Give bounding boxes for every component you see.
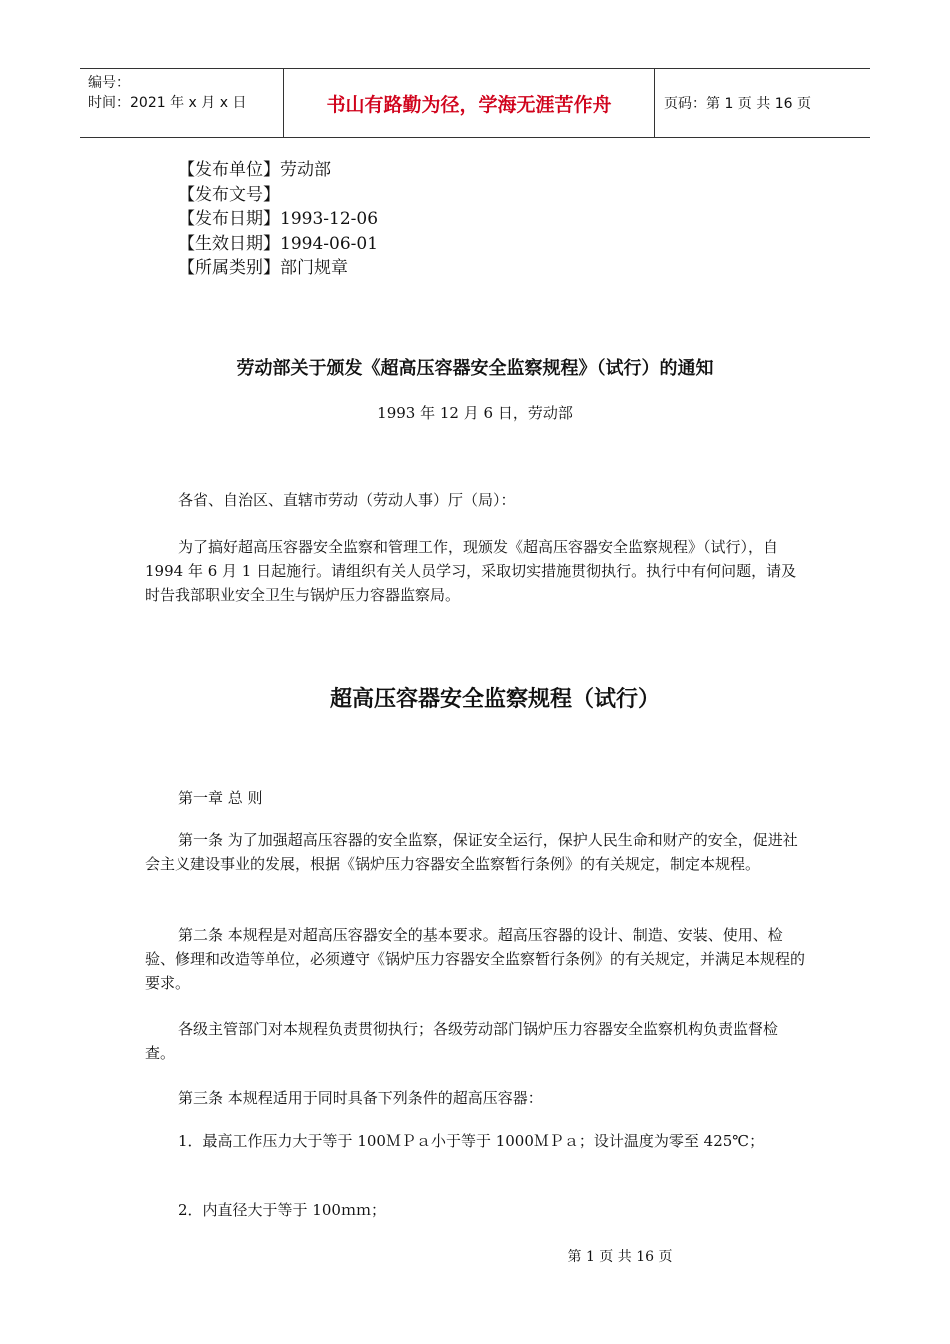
meta-doc-number: 【发布文号】 — [178, 184, 280, 205]
notice-title: 劳动部关于颁发《超高压容器安全监察规程》（试行）的通知 — [236, 358, 714, 379]
header-page-info: 页码：第 1 页 共 16 页 — [664, 96, 811, 112]
number-label: 编号： — [88, 75, 130, 91]
notice-date: 1993 年 12 月 6 日，劳动部 — [377, 404, 573, 422]
rules-title: 超高压容器安全监察规程（试行） — [329, 687, 660, 712]
article-2-supervision: 各级主管部门对本规程负责贯彻执行；各级劳动部门锅炉压力容器安全监察机构负责监督检查。 — [145, 1020, 779, 1062]
article-3: 第三条 本规程适用于同时具备下列条件的超高压容器： — [178, 1089, 543, 1107]
meta-category: 【所属类别】部门规章 — [178, 258, 348, 278]
header-left-cell — [80, 69, 283, 137]
meta-issuer: 【发布单位】劳动部 — [178, 160, 331, 180]
article-1: 第一条 为了加强超高压容器的安全监察，保证安全运行，保护人民生命和财产的安全，促进社会主义建设事业的发展，根据《锅炉压力容器安全监察暂行条例》的有关规定，制定本规程。 — [145, 831, 798, 873]
article-3-item-2: 2．内直径大于等于 100ｍｍ； — [178, 1201, 386, 1219]
time-label: 时间：2021 年 x 月 x 日 — [88, 95, 247, 111]
article-3-item-1: 1．最高工作压力大于等于 100ＭＰａ小于等于 1000ＭＰａ；设计温度为零至 425℃； — [178, 1132, 765, 1150]
page-header — [80, 68, 870, 138]
meta-issue-date: 【发布日期】1993-12-06 — [178, 209, 379, 229]
document-meta — [178, 158, 378, 281]
header-motto: 书山有路勤为径，学海无涯苦作舟 — [283, 69, 655, 137]
notice-body: 为了搞好超高压容器安全监察和管理工作，现颁发《超高压容器安全监察规程》（试行），自 1994 年 6 月 1 日起施行。请组织有关人员学习，采取切实措施贯彻执行。执行中有何问题，请及时告我部职业安全卫生与锅炉压力容器监察局。 — [145, 538, 797, 604]
page-footer: 第 1 页 共 16 页 — [567, 1249, 673, 1265]
article-2: 第二条 本规程是对超高压容器安全的基本要求。超高压容器的设计、制造、安装、使用、检验、修理和改造等单位，必须遵守《锅炉压力容器安全监察暂行条例》的有关规定，并满足本规程的要求。 — [145, 926, 806, 992]
salutation: 各省、自治区、直辖市劳动（劳动人事）厅（局）： — [178, 491, 516, 509]
chapter-heading: 第一章 总 则 — [178, 789, 263, 807]
meta-effective-date: 【生效日期】1994-06-01 — [178, 233, 379, 254]
